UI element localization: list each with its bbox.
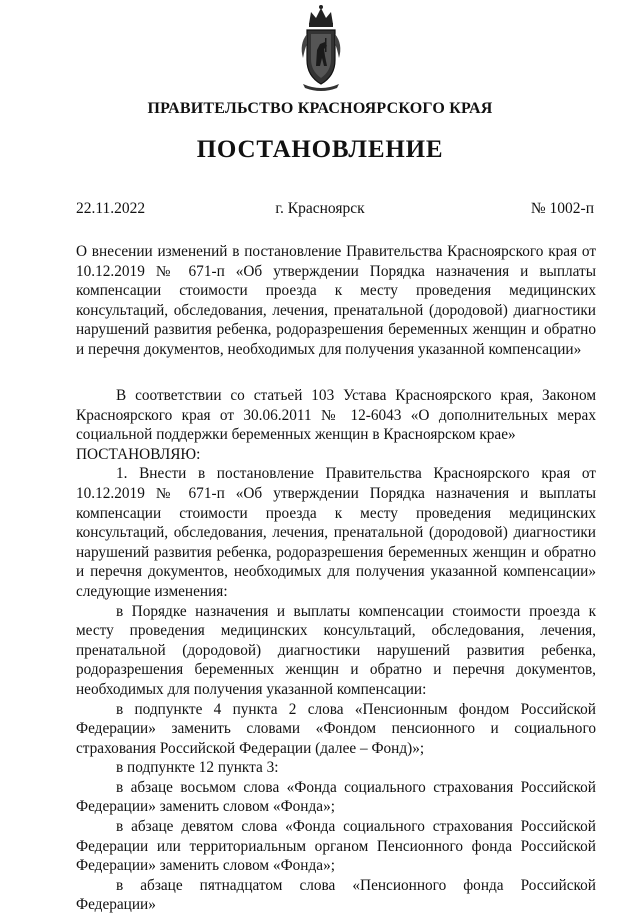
document-body: [76, 386, 596, 915]
body-paragraph: в абзаце восьмом слова «Фонда социального страхования Российской Федерации» заменить словом «Фонда»;: [76, 778, 596, 816]
body-paragraph: в абзаце пятнадцатом слова «Пенсионного фонда Российской Федерации»: [76, 876, 596, 914]
document-type-title: ПОСТАНОВЛЕНИЕ: [196, 136, 444, 163]
body-paragraph: в абзаце девятом слова «Фонда социального страхования Российской Федерации или территориальным органом Пенсионного фонда Российской Федерации» заменить словом «Фонда»;: [76, 818, 596, 875]
body-paragraph: В соответствии со статьей 103 Устава Красноярского края, Законом Красноярского края от 30.06.2011 № 12-6043 «О дополнительных мерах социальной поддержки беременных женщин в Красноярском крае»: [76, 387, 596, 444]
body-paragraph: 1. Внести в постановление Правительства Красноярского края от 10.12.2019 № 671-п «Об утверждении Порядка назначения и выплаты компенсации стоимости проезда к месту проведения медицинских консультаций, обследования, лечения, пренатальной (дородовой) диагностики нарушений развития ребенка, родоразрешения беременных женщин и обратно и перечня документов, необходимых для получения указанной компенсации» следующие изменения:: [76, 465, 596, 600]
body-paragraph: в подпункте 12 пункта 3:: [116, 759, 279, 777]
document-city: г. Красноярск: [275, 200, 365, 217]
government-name: ПРАВИТЕЛЬСТВО КРАСНОЯРСКОГО КРАЯ: [147, 100, 493, 117]
body-paragraph: в подпункте 4 пункта 2 слова «Пенсионным фондом Российской Федерации» заменить словами «Фондом пенсионного и социального страхования Российской Федерации (далее – Фонд)»;: [76, 700, 596, 757]
coat-of-arms-icon: [297, 4, 345, 92]
document-number: № 1002-п: [530, 200, 594, 217]
body-paragraph: в Порядке назначения и выплаты компенсации стоимости проезда к месту проведения медицинских консультаций, обследования, лечения, пренатальной (дородовой) диагностики нарушений развития ребенка, родоразрешения беременных женщин и обратно и перечня документов, необходимых для получения указанной компенсации:: [76, 602, 596, 698]
subject-text: О внесении изменений в постановление Правительства Красноярского края от 10.12.2019 № 671-п «Об утверждении Порядка назначения и выплаты компенсации стоимости проезда к месту проведения медицинских консультаций, обследования, лечения, пренатальной (дородовой) диагностики нарушений развития ребенка, родоразрешения беременных женщин и обратно и перечня документов, необходимых для получения указанной компенсации»: [76, 243, 596, 358]
document-subject: [76, 242, 596, 360]
resolve-heading: ПОСТАНОВЛЯЮ:: [76, 445, 201, 463]
document-date: 22.11.2022: [76, 200, 146, 217]
